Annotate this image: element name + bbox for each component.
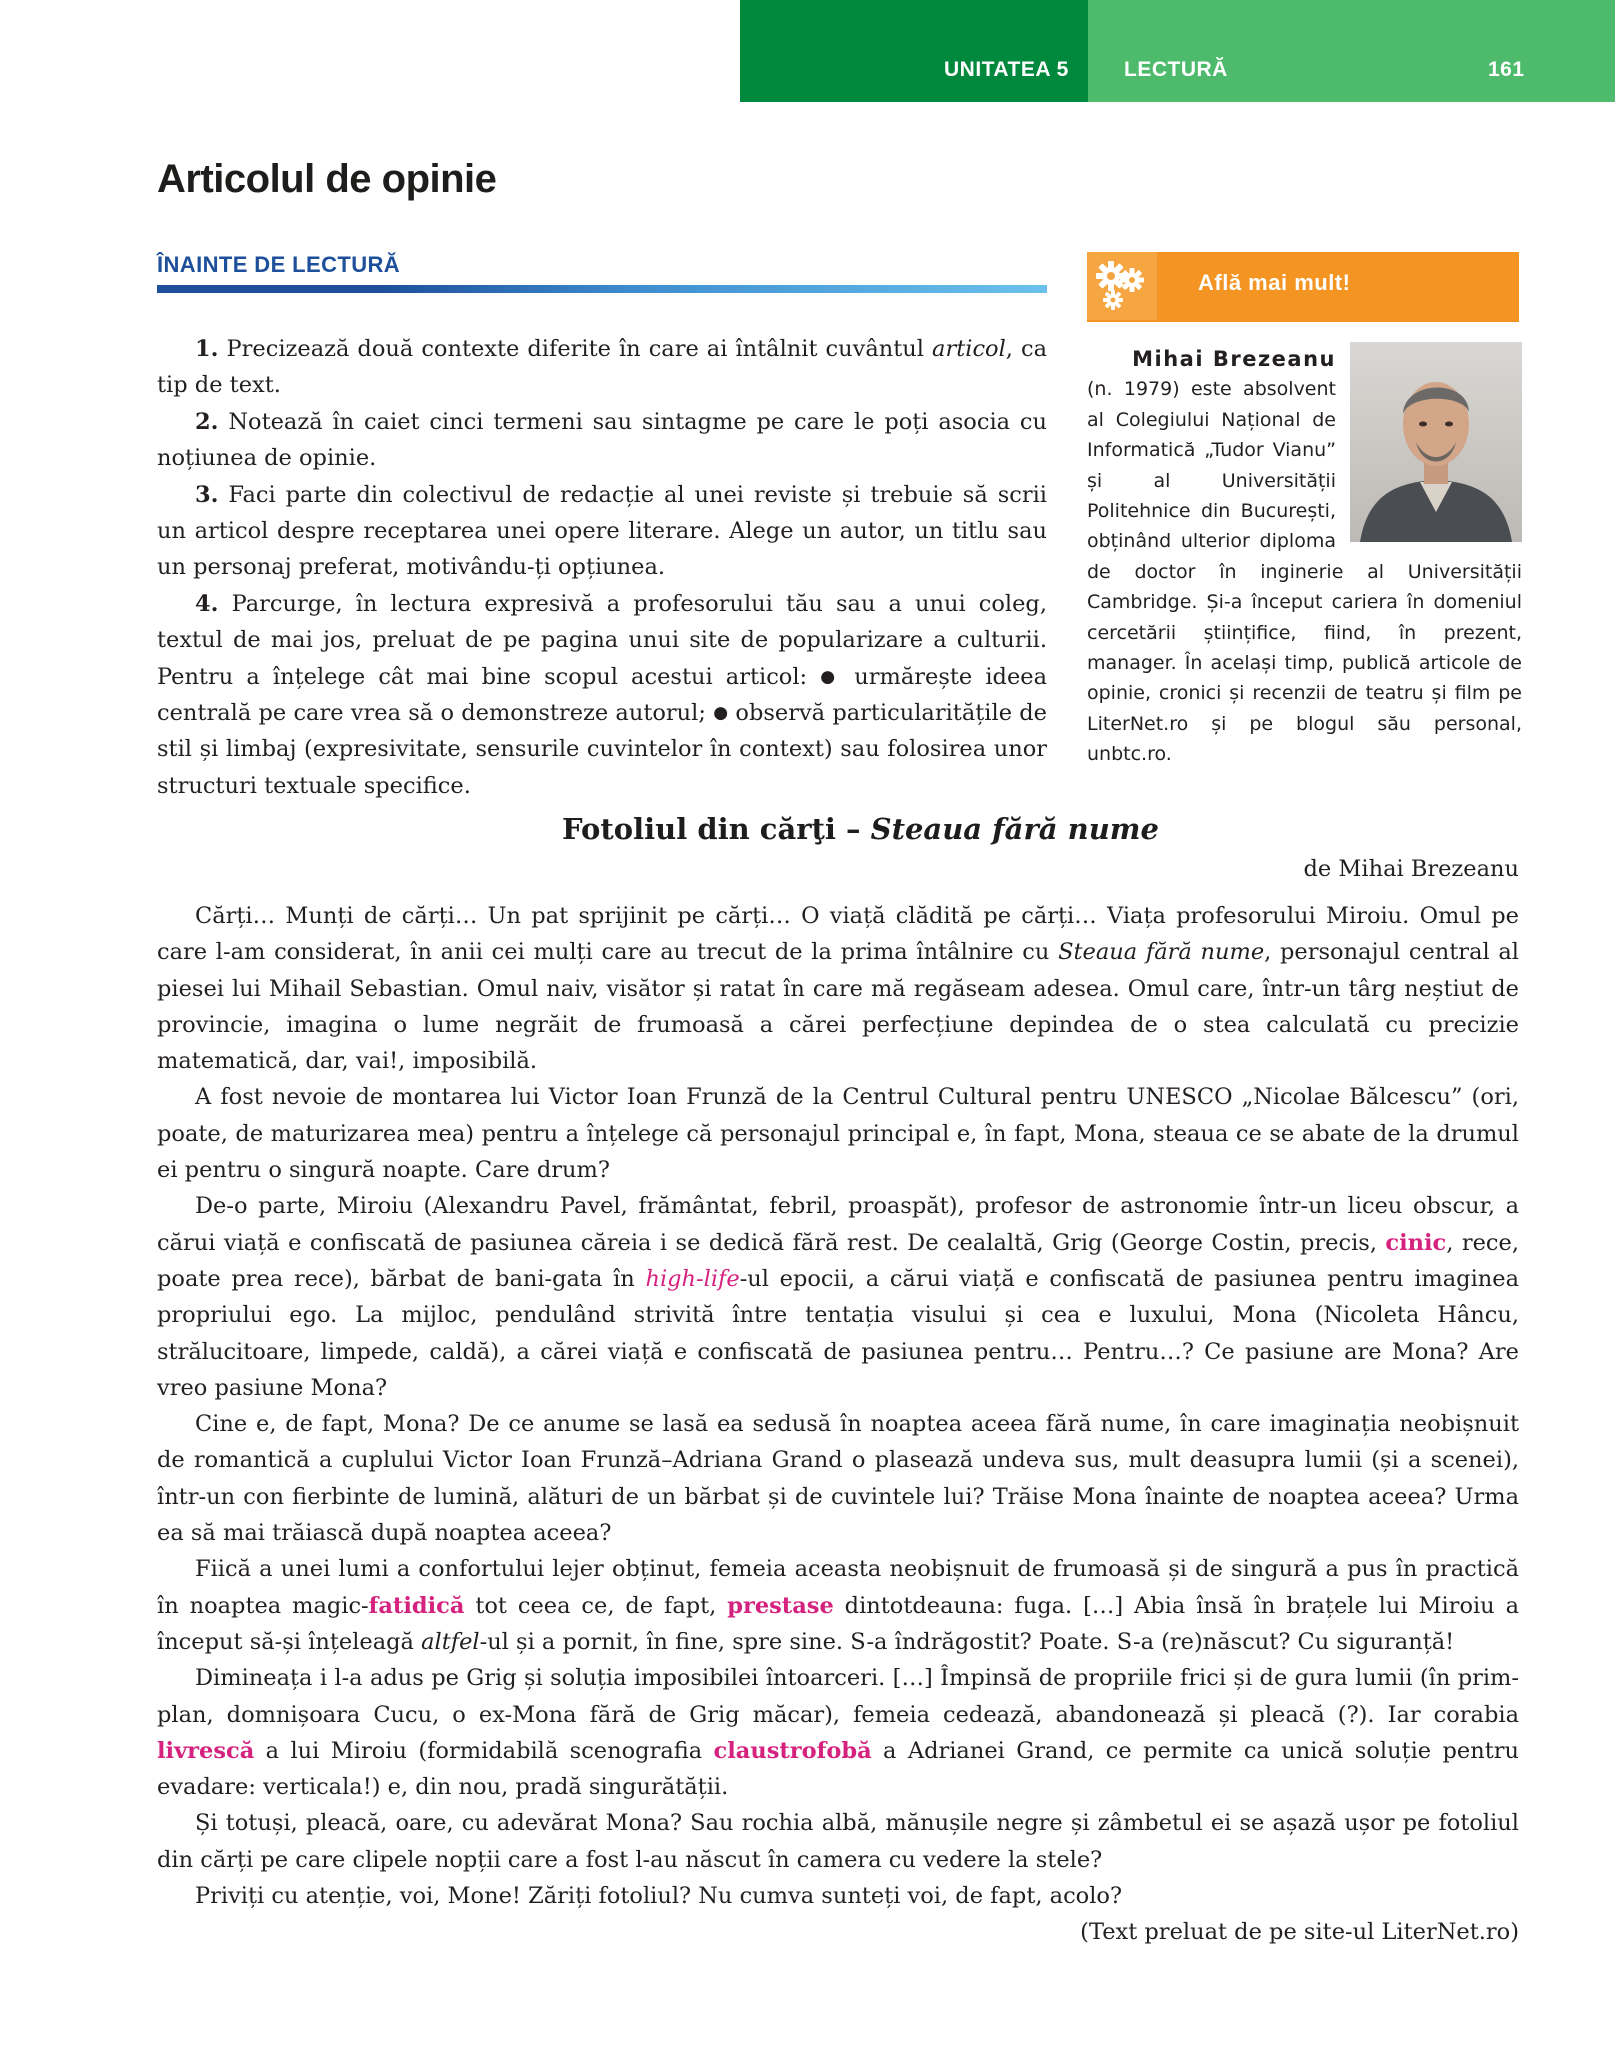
keyword: prestase — [727, 1592, 834, 1619]
bullet-icon: ● — [713, 703, 729, 724]
keyword: high-life — [645, 1265, 740, 1292]
paragraph: De-o parte, Miroiu (Alexandru Pavel, frământat, febril, proaspăt), profesor de astronomie într-un liceu obscur, a cărui viață e confiscată de pasiunea căreia i se dedică fără rest. De cealaltă, Grig (George Costin, precis, cinic, rece, poate prea rece), bărbat de bani-gata în high-life-ul epocii, a cărui viață e confiscată de pasiunea pentru imaginea propriului ego. La mijloc, pendulând strivită între tentația visului și cea e luxului, Mona (Nicoleta Hâncu, strălucitoare, limpede, caldă), a cărei viață e confiscată de pasiunea pentru… Pentru…? Ce pasiune are Mona? Are vreo pasiune Mona? — [157, 1193, 1520, 1401]
author-name: Mihai Brezeanu — [1132, 347, 1336, 371]
page-title: Articolul de opinie — [157, 157, 497, 201]
keyword: fatidică — [368, 1592, 465, 1619]
info-box-rule — [1087, 320, 1519, 322]
article-title: Fotoliul din cărţi – Steaua fără nume — [562, 812, 1159, 846]
question-2: 2. Notează în caiet cinci termeni sau sintagme pe care le poți asocia cu noțiunea de opinie. — [157, 408, 1047, 472]
paragraph: A fost nevoie de montarea lui Victor Ioan Frunză de la Centrul Cultural pentru UNESCO „Nicolae Bălcescu” (ori, poate, de maturizarea mea) pentru a înțelege că personajul principal e, în fapt, Mona, steaua ce se abate de la drumul ei pentru o singură noapte. Care drum? — [157, 1084, 1519, 1184]
article-body — [157, 898, 1519, 1951]
paragraph: Și totuși, pleacă, oare, cu adevărat Mona? Sau rochia albă, mănușile negre și zâmbetul ei se așază ușor pe fotoliul din cărți pe care clipele nopții care a fost l-au născut în camera cu vedere la stele? — [157, 1810, 1519, 1873]
paragraph: Dimineața i l-a adus pe Grig și soluția imposibilei întoarceri. […] Împinsă de propriile frici și de gura lumii (în prim-plan, domnișoara Cucu, o ex-Mona fără de Grig măcar), femeia cedează, abandonează și pleacă (?). Iar corabia livrescă a lui Miroiu (formidabilă scenografia claustrofobă a Adrianei Grand, ce permite ca unică soluție pentru evadare: verticala!) e, din nou, pradă singurătății. — [157, 1665, 1519, 1801]
paragraph: Cărți… Munți de cărți… Un pat sprijinit pe cărți… O viață clădită pe cărți… Viața profesorului Miroiu. Omul pe care l-am considerat, în anii cei mulți care au trecut de la prima întâlnire cu Steaua fără nume, personajul central al piesei lui Mihail Sebastian. Omul naiv, visător și ratat în care mă regăseam adesea. Omul care, într-un târg neștiut de provincie, imagina o lume negrăit de frumoasă a cărei perfecțiune depindea de o stea calculată cu precizie matematică, dar, vai!, imposibilă. — [157, 903, 1520, 1075]
keyword: livrescă — [157, 1737, 255, 1764]
author-bio — [1087, 344, 1522, 770]
section-underline — [157, 285, 1047, 293]
keyword: claustrofobă — [713, 1737, 872, 1764]
bullet-icon: ● — [820, 666, 842, 687]
info-box-title: Află mai mult! — [1198, 270, 1351, 295]
paragraph: Priviți cu atenție, voi, Mone! Zăriți fotoliul? Nu cumva sunteți voi, de fapt, acolo? — [195, 1883, 1123, 1910]
header-unit-band — [740, 0, 1088, 102]
paragraph: Cine e, de fapt, Mona? De ce anume se lasă ea sedusă în noaptea aceea fără nume, în care imaginația neobișnuit de romantică a cuplului Victor Ioan Frunză–Adriana Grand o plasează undeva sus, mult deasupra lumii (și a scenei), într-un con fierbinte de lumină, alături de un bărbat și de cuvintele lui? Trăise Mona înainte de noaptea aceea? Urma ea să mai trăiască după noaptea aceea? — [157, 1411, 1519, 1547]
section-heading: ÎNAINTE DE LECTURĂ — [157, 252, 401, 277]
article-byline: de Mihai Brezeanu — [1303, 856, 1519, 882]
author-photo — [1350, 342, 1522, 542]
question-3: 3. Faci parte din colectivul de redacție al unei reviste și trebuie să scrii un articol despre receptarea unei opere literare. Alege un autor, un titlu sau un personaj preferat, motivându-ți opțiunea. — [157, 481, 1047, 581]
keyword: cinic — [1385, 1229, 1447, 1256]
header-unit: UNITATEA 5 — [944, 58, 1069, 81]
question-4: 4. Parcurge, în lectura expresivă a profesorului tău sau a unui coleg, textul de mai jos, preluat de pe pagina unui site de popularizare a culturii. Pentru a înțelege cât mai bine scopul acestui articol: ● urmărește ideea centrală pe care vrea să o demonstreze autorul; ● observă particularitățile de stil și limbaj (expresivitate, sensurile cuvintelor în context) sau folosirea unor structuri textuale specifice. — [157, 590, 1047, 799]
gears-icon — [1087, 252, 1157, 320]
article-source: (Text preluat de pe site-ul LiterNet.ro) — [1080, 1919, 1519, 1946]
question-1: 1. Precizează două contexte diferite în care ai întâlnit cuvântul articol, ca tip de text. — [157, 336, 1047, 399]
question-list — [157, 331, 1047, 804]
page-number: 161 — [1488, 58, 1525, 81]
paragraph: Fiică a unei lumi a confortului lejer obținut, femeia aceasta neobișnuit de frumoasă și de singură a pus în practică în noaptea magic-fatidică tot ceea ce, de fapt, prestase dintotdeauna: fuga. […] Abia însă în brațele lui Miroiu a început să-și înțeleagă altfel-ul și a pornit, în fine, spre sine. S-a îndrăgostit? Poate. S-a (re)născut? Cu siguranță! — [157, 1556, 1519, 1655]
author-bio-text: (n. 1979) este absolvent al Colegiului Național de Informatică „Tudor Vianu” și al Universității Politehnice din București, obținând ulterior diploma de doctor în inginerie al Universității Cambridge. Și-a început cariera în domeniul cercetării științifice, fiind, în prezent, manager. În același timp, publică articole de opinie, cronici și recenzii de teatru și film pe LiterNet.ro și pe blogul său personal, unbtc.ro. — [1087, 378, 1522, 766]
header-section-band — [1088, 0, 1615, 102]
header-section: LECTURĂ — [1124, 58, 1228, 81]
